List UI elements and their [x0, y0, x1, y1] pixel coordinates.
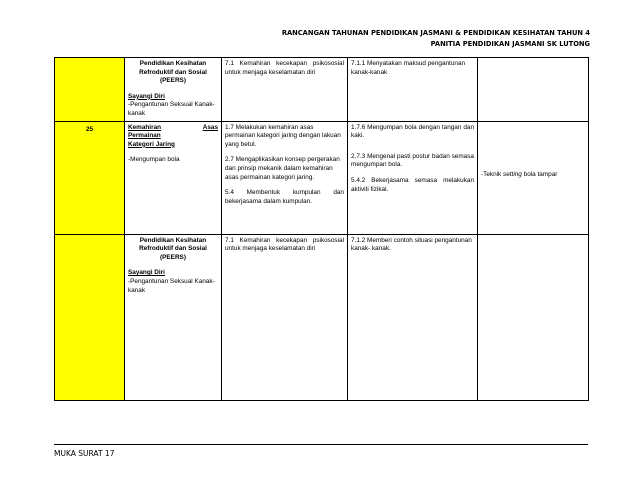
objective-cell — [348, 234, 478, 400]
notes-cell — [478, 121, 589, 234]
notes-cell — [478, 234, 589, 400]
topic-title-line — [128, 124, 218, 133]
objective-text: 5.4.2 Bekerjasama semasa melakukan aktiviti fizikal. — [351, 176, 474, 193]
document-header — [282, 28, 590, 50]
topic-item: -Pengantunan Seksual Kanak-kanak — [128, 277, 215, 294]
standard-text: 7.1 Kemahiran kecekapan psikososial untuk menjaga keselamatan diri — [225, 236, 344, 253]
page-number-label: MUKA SURAT 17 — [54, 449, 115, 458]
week-cell — [55, 121, 125, 234]
objective-cell — [348, 121, 478, 234]
yearly-plan-table — [54, 57, 589, 401]
topic-subtitle: Kategori Jaring — [128, 140, 175, 148]
topic-title: Pendidikan Kesihatan Refroduktif dan Sosial (PEERS) — [139, 60, 207, 85]
week-number: 25 — [85, 125, 94, 133]
objective-text: 7.1.1 Menyatakan maksud pengantunan kanak-kanak — [351, 60, 466, 76]
objective-cell — [348, 58, 478, 122]
standard-cell — [222, 234, 348, 400]
objective-text: 2.7.3 Mengenal pasti postur badan semasa mengumpan bola. — [351, 152, 474, 169]
notes-text: -Teknik setting bola tampar — [481, 171, 558, 179]
topic-subtitle: Sayangi Diri — [128, 269, 165, 277]
table-row — [55, 121, 589, 234]
objective-text: 1.7.6 Mengumpan bola dengan tangan dan kaki. — [351, 123, 474, 140]
standard-text: 1.7 Melakukan kemahiran asas permainan kategori jaring dengan lakuan yang betul. — [225, 123, 341, 148]
topic-item: -Mengumpan bola — [128, 156, 180, 164]
header-subtitle: PANITIA PENDIDIKAN JASMANI SK LUTONG — [430, 40, 590, 48]
header-title: RANCANGAN TAHUNAN PENDIDIKAN JASMANI & PENDIDIKAN KESIHATAN TAHUN 4 — [281, 29, 590, 37]
standard-cell — [222, 121, 348, 234]
week-cell — [55, 234, 125, 400]
table-row — [55, 58, 589, 122]
standard-text: 5.4 Membentuk kumpulan dan bekerjasama dalam kumpulan. — [225, 189, 344, 205]
topic-title-left: Kemahiran — [128, 123, 162, 131]
topic-title-right: Asas — [202, 123, 218, 131]
topic-title-rest: Permainan — [128, 132, 161, 140]
page-footer — [54, 444, 588, 458]
topic-cell — [125, 234, 222, 400]
standard-cell — [222, 58, 348, 122]
notes-cell — [478, 58, 589, 122]
topic-subtitle: Sayangi Diri — [128, 92, 165, 100]
table-row — [55, 234, 589, 400]
standard-text: 2.7 Mengaplikasikan konsep pergerakan dan prinsip mekanik dalam kemahiran asas permainan kategori jaring. — [225, 156, 340, 181]
topic-item: -Pengantunan Seksual Kanak-kanak — [128, 101, 215, 117]
week-cell — [55, 58, 125, 122]
objective-text: 7.1.2 Memberi contoh situasi pengantunan kanak- kanak. — [351, 236, 472, 253]
topic-title: Pendidikan Kesihatan Refroduktif dan Sosial (PEERS) — [139, 236, 207, 261]
topic-cell — [125, 58, 222, 122]
standard-text: 7.1 Kemahiran kecekapan psikososial untuk menjaga keselamatan diri — [225, 60, 344, 76]
topic-cell — [125, 121, 222, 234]
